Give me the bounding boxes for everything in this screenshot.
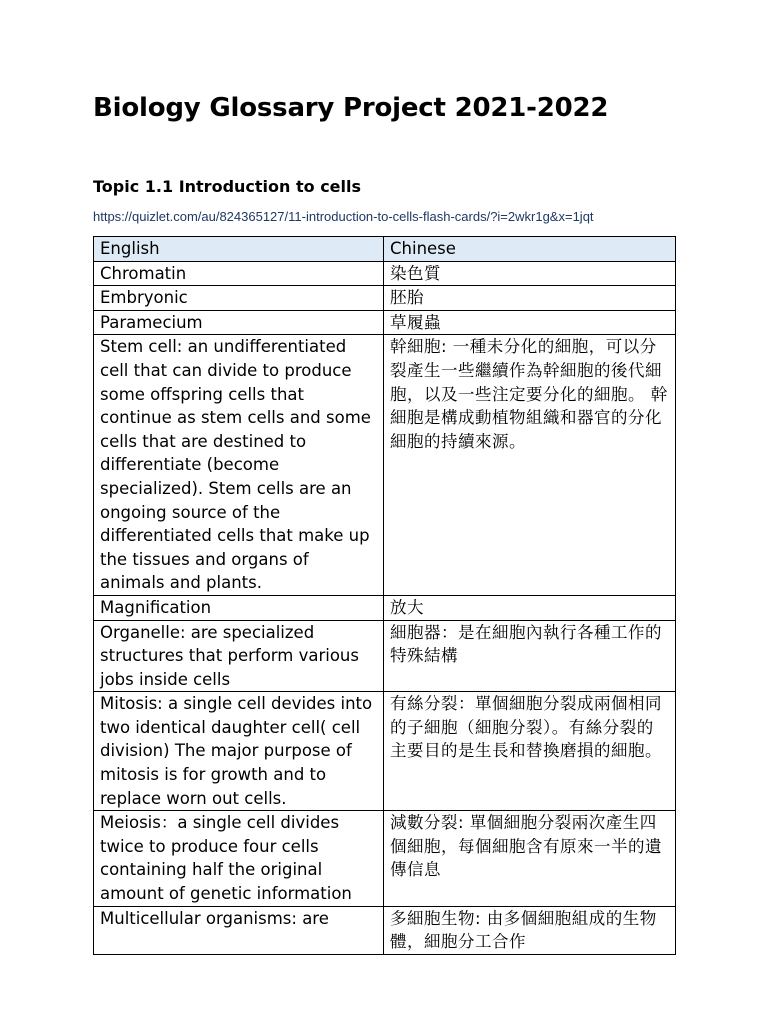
glossary-table: [93, 236, 676, 955]
term-english: Organelle: are specialized structures that perform various jobs inside cells: [94, 620, 384, 692]
table-row: [94, 906, 676, 954]
term-chinese: 減數分裂: 單個細胞分裂兩次產生四個細胞，每個細胞含有原來一半的遺傳信息: [384, 811, 676, 906]
term-chinese: 放大: [384, 595, 676, 620]
term-english: Mitosis: a single cell devides into two identical daughter cell( cell division) The major purpose of mitosis is for growth and to replace worn out cells.: [94, 692, 384, 811]
quizlet-link[interactable]: https://quizlet.com/au/824365127/11-introduction-to-cells-flash-cards/?i=2wkr1g&x=1jqt: [93, 209, 594, 224]
table-row: [94, 286, 676, 311]
term-english: Paramecium: [94, 310, 384, 335]
term-english: Meiosis：a single cell divides twice to produce four cells containing half the original amount of genetic information: [94, 811, 384, 906]
table-header-row: [94, 237, 676, 262]
term-english: Magnification: [94, 595, 384, 620]
header-chinese: Chinese: [384, 237, 676, 262]
term-chinese: 幹細胞: 一種未分化的細胞，可以分裂產生一些繼續作為幹細胞的後代細胞，以及一些注定要分化的細胞。 幹細胞是構成動植物組織和器官的分化細胞的持續來源。: [384, 335, 676, 596]
table-row: [94, 595, 676, 620]
document-title: Biology Glossary Project 2021-2022: [93, 93, 609, 123]
term-english: Chromatin: [94, 261, 384, 286]
table-row: [94, 261, 676, 286]
term-chinese: 胚胎: [384, 286, 676, 311]
topic-heading: Topic 1.1 Introduction to cells: [93, 177, 362, 196]
term-chinese: 有絲分裂：單個細胞分裂成兩個相同的子細胞（細胞分裂）。有絲分裂的主要目的是生長和替換磨損的細胞。: [384, 692, 676, 811]
term-english: Multicellular organisms: are: [94, 906, 384, 954]
term-chinese: 多細胞生物: 由多個細胞組成的生物體，細胞分工合作: [384, 906, 676, 954]
table-row: [94, 620, 676, 692]
header-english: English: [94, 237, 384, 262]
term-chinese: 染色質: [384, 261, 676, 286]
table-row: [94, 692, 676, 811]
term-english: Stem cell: an undifferentiated cell that can divide to produce some offspring cells that continue as stem cells and some cells that are destined to differentiate (become specialized). Stem cells are an ongoing source of the differentiated cells that make up the tissues and organs of animals and plants.: [94, 335, 384, 596]
table-row: [94, 811, 676, 906]
table-row: [94, 310, 676, 335]
term-english: Embryonic: [94, 286, 384, 311]
term-chinese: 細胞器：是在細胞內執行各種工作的特殊結構: [384, 620, 676, 692]
term-chinese: 草履蟲: [384, 310, 676, 335]
table-row: [94, 335, 676, 596]
